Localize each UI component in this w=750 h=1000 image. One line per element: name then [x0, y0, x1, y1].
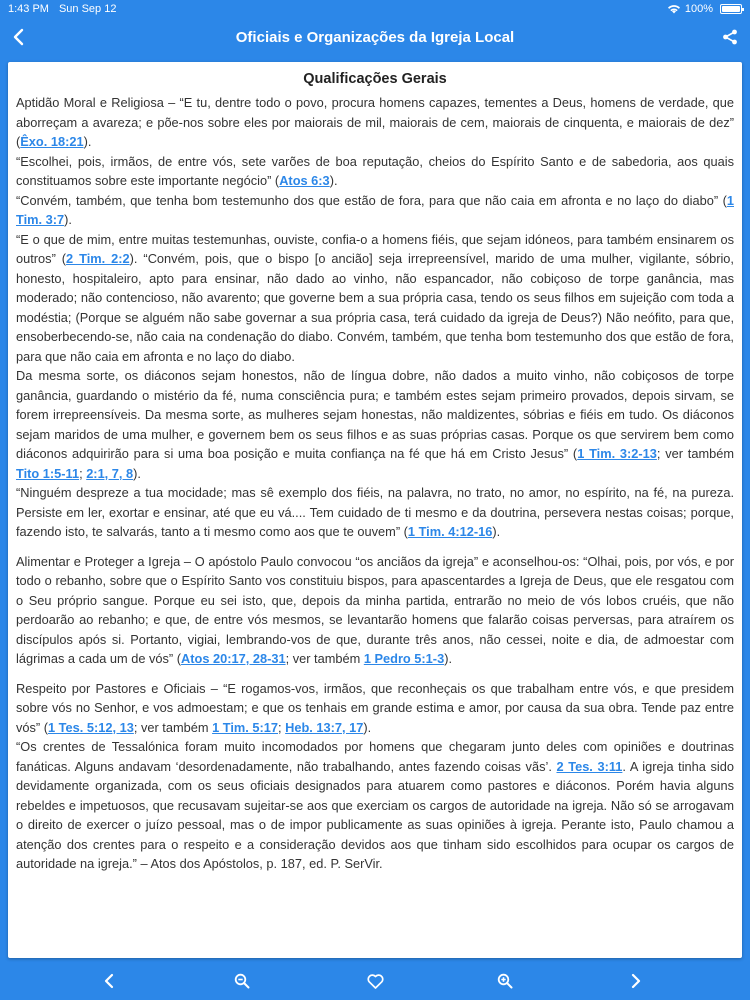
text: . A igreja tinha sido devidamente organizada, com os seus oficiais designados para atuarem como pastores e diáconos. Porém havia alguns rebeldes e impetuosos, que recusavam sujeitar-se aos que exerciam os cargos de autoridade na igreja. Não só se arrogavam o direito de exercer o juízo pessoal, mas o de impor publicamente as suas opiniões à igreja. Perante isto, Paulo chamou a atenção dos crentes para o respeito e a consideração devidos aos que tinham sido escolhidos para ocupar os cargos de autoridade na igreja.” – Atos dos Apóstolos, p. 187, ed. P. SerVir.	[16, 758, 734, 871]
bible-reference-link[interactable]: Atos 6:3	[279, 173, 330, 188]
share-button[interactable]	[712, 18, 748, 56]
paragraph	[16, 93, 734, 152]
paragraph-gap	[16, 669, 734, 679]
bible-reference-link[interactable]: 1 Tim. 5:17	[212, 719, 278, 735]
bible-reference-link[interactable]: Atos 20:17, 28-31	[181, 651, 286, 666]
text: ).	[444, 651, 453, 666]
paragraph-gap	[16, 542, 734, 552]
text: Aptidão Moral e Religiosa – “E tu, dentre todo o povo, procura homens capazes, tementes a Deus, homens de verdade, que aborreçam a avareza; e põe-nos sobre eles por maiorais de mil, maiorais de cem, maiorais de cinquenta, e maiorais de dez” (	[16, 95, 734, 149]
status-time: 1:43 PM	[8, 3, 49, 15]
paragraph	[16, 366, 734, 483]
article-content[interactable]	[8, 62, 742, 958]
status-bar	[0, 0, 750, 18]
bible-reference-link[interactable]: Tito 1:5-11	[16, 465, 80, 481]
text: “E o que de mim, entre muitas testemunhas, ouviste, confia-o a homens fiéis, que sejam idóneos, para também ensinarem os outros” (	[16, 231, 734, 266]
chevron-left-icon	[104, 973, 114, 989]
bible-reference-link[interactable]: 2 Tes. 3:11	[556, 758, 623, 774]
paragraph	[16, 737, 734, 874]
text: “Escolhei, pois, irmãos, de entre vós, sete varões de boa reputação, cheios do Espírito Santo e de sabedoria, aos quais constituamos sobre este importante negócio” (	[16, 153, 734, 188]
battery-percent: 100%	[684, 3, 713, 15]
zoom-in-icon	[497, 973, 513, 989]
bible-reference-link[interactable]: 2 Tim. 2:2	[66, 251, 130, 266]
bible-reference-link[interactable]: 1 Pedro 5:1-3	[363, 651, 445, 666]
zoom-out-icon	[234, 973, 250, 989]
chevron-right-icon	[631, 973, 641, 989]
text: “Ninguém despreze a tua mocidade; mas sê exemplo dos fiéis, na palavra, no trato, no amor, no espírito, na fé, na pureza. Persiste em ler, exortar e ensinar, até que eu vá.... Tem cuidado de ti mesmo e da doutrina, persevera nestas coisas; porque, fazendo isto, te salvarás, tanto a ti mesmo como aos que te ouvem” (	[16, 485, 734, 539]
status-date: Sun Sep 12	[58, 3, 117, 15]
wifi-icon	[667, 4, 681, 14]
back-button[interactable]	[0, 18, 36, 56]
text: ).	[363, 719, 372, 735]
paragraph	[16, 483, 734, 542]
zoom-in-button[interactable]	[485, 962, 525, 1000]
text: ; ver também	[285, 651, 364, 666]
heart-icon	[367, 974, 384, 989]
status-right	[667, 3, 742, 15]
text: ). “Convém, pois, que o bispo [o ancião] seja irrepreensível, marido de uma mulher, vigilante, sóbrio, honesto, hospitaleiro, apto para ensinar, não dado ao vinho, não espancador, não cobiçoso de torpe ganância, mas moderado; não contencioso, não avarento; que governe bem a sua própria casa, tendo os seus filhos em sujeição com toda a modéstia; (Porque se alguém não sabe governar a sua própria casa, terá cuidado da igreja de Deus?) Não neófito, para que, ensoberbecendo-se, não caia na condenação do diabo. Convém, também, que tenha bom testemunho dos que estão de fora, para que não caia em afronta e no laço do diabo.	[16, 251, 734, 364]
previous-button[interactable]	[89, 962, 129, 1000]
paragraph	[16, 152, 734, 191]
text: ;	[278, 719, 286, 735]
paragraph	[16, 679, 734, 738]
paragraph	[16, 552, 734, 669]
text: ;	[79, 465, 87, 481]
text: ).	[83, 134, 92, 149]
next-button[interactable]	[616, 962, 656, 1000]
zoom-out-button[interactable]	[222, 962, 262, 1000]
bible-reference-link[interactable]: 1 Tim. 3:2-13	[577, 446, 657, 461]
text: ).	[133, 465, 141, 481]
bible-reference-link[interactable]: 2:1, 7, 8	[86, 465, 134, 481]
favorite-button[interactable]	[355, 962, 395, 1000]
text: ).	[492, 524, 501, 539]
chevron-left-icon	[12, 28, 24, 46]
bible-reference-link[interactable]: 1 Tim. 3:7	[16, 192, 734, 227]
bible-reference-link[interactable]: 1 Tes. 5:12, 13	[48, 719, 134, 735]
section-heading: Qualificações Gerais	[303, 71, 447, 87]
navigation-bar	[0, 18, 750, 56]
bible-reference-link[interactable]: Heb. 13:7, 17	[285, 719, 364, 735]
text: ; ver também	[656, 446, 734, 461]
bible-reference-link[interactable]: Êxo. 18:21	[20, 134, 84, 149]
battery-icon	[720, 4, 742, 14]
page-title: Oficiais e Organizações da Igreja Local	[235, 28, 515, 46]
text: Da mesma sorte, os diáconos sejam honestos, não de língua dobre, não dados a muito vinho, não cobiçosos de torpe ganância, guardando o mistério da fé, numa consciência pura; e também estes sejam primeiro provados, depois sirvam, se forem irrepreensíveis. Da mesma sorte, as mulheres sejam honestas, não maldizentes, sóbrias e fiéis em tudo. Os diáconos sejam maridos de uma mulher, e governem bem os seus filhos e as suas próprias casas. Porque os que servirem bem como diáconos adquirirão para si uma boa posição e muita confiança na fé que há em Cristo Jesus” (	[16, 368, 734, 461]
bottom-toolbar	[0, 962, 750, 1000]
bible-reference-link[interactable]: 1 Tim. 4:12-16	[407, 524, 493, 539]
text: ).	[329, 173, 338, 188]
share-icon	[722, 29, 738, 45]
text: “Os crentes de Tessalónica foram muito incomodados por homens que chegaram junto deles com opiniões e doutrinas fanáticas. Alguns andavam ‘desordenadamente, não trabalhando, antes fazendo coisas vãs’.	[16, 739, 734, 774]
paragraph	[16, 230, 734, 367]
text: ).	[64, 212, 72, 227]
text: Alimentar e Proteger a Igreja – O apóstolo Paulo convocou “os anciãos da igreja” e aconselhou-os: “Olhai, pois, por vós, e por todo o rebanho, sobre que o Espírito Santo vos constituiu bispos, para apascentardes a Igreja de Deus, que ele resgatou com o Seu próprio sangue. Porque eu sei isto, que, depois da minha partida, entrarão no meio de vós lobos cruéis, que não perdoarão ao rebanho; e que, de entre vós mesmos, se levantarão homens que falarão coisas perversas, para atraírem os discípulos após si. Portanto, vigiai, lembrando-vos de que, durante três anos, não cessei, noite e dia, de admoestar com lágrimas a cada um de vós” (	[16, 553, 734, 666]
text: “Convém, também, que tenha bom testemunho dos que estão de fora, para que não caia em afronta e no laço do diabo” (	[16, 192, 727, 208]
text: ; ver também	[133, 719, 213, 735]
text: Respeito por Pastores e Oficiais – “E rogamos-vos, irmãos, que reconheçais os que trabalham entre vós, e que presidem sobre vós no Senhor, e vos admoestam; e que os tenhais em grande estima e amor, por causa da sua obra. Tende paz entre vós” (	[16, 680, 734, 735]
paragraph	[16, 191, 734, 230]
